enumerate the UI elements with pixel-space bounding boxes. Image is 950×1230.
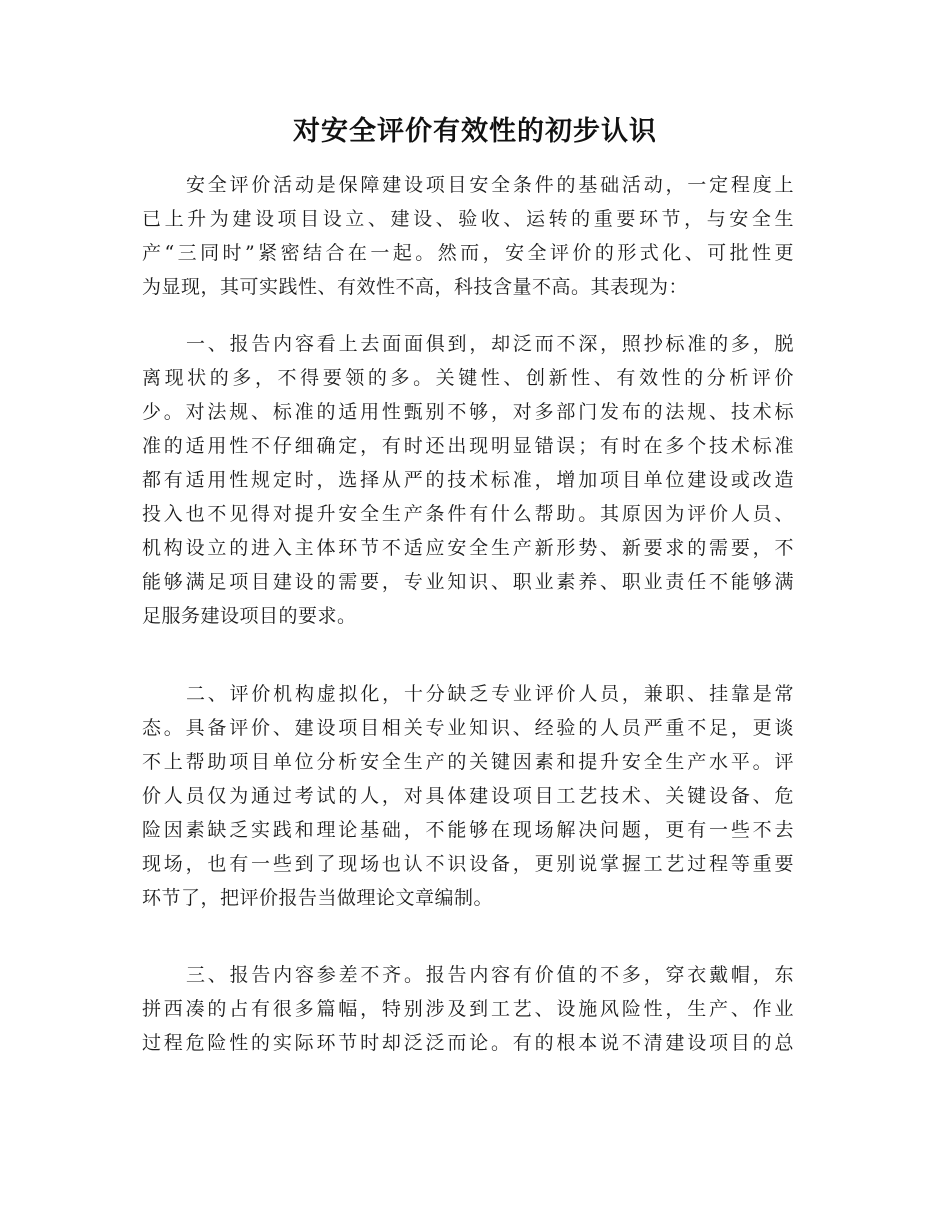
paragraph-line: 已上升为建设项目设立、建设、验收、运转的重要环节，与安全生 <box>142 208 794 230</box>
paragraph-intro <box>142 168 794 304</box>
paragraph-line: 环节了，把评价报告当做理论文章编制。 <box>142 887 494 909</box>
paragraph-line: 险因素缺乏实践和理论基础，不能够在现场解决问题，更有一些不去 <box>142 819 794 841</box>
paragraph-line: 二、评价机构虚拟化，十分缺乏专业评价人员，兼职、挂靠是常 <box>186 683 794 705</box>
paragraph-point-three <box>142 958 794 1060</box>
paragraph-line: 足服务建设项目的要求。 <box>142 605 357 627</box>
document-title: 对安全评价有效性的初步认识 <box>293 116 657 147</box>
paragraph-point-two <box>142 677 794 915</box>
paragraph-line: 机构设立的进入主体环节不适应安全生产新形势、新要求的需要，不 <box>142 537 794 559</box>
paragraph-line: 价人员仅为通过考试的人，对具体建设项目工艺技术、关键设备、危 <box>142 785 794 807</box>
paragraph-line: 不上帮助项目单位分析安全生产的关键因素和提升安全生产水平。评 <box>142 751 794 773</box>
paragraph-line: 产“三同时”紧密结合在一起。然而，安全评价的形式化、可批性更 <box>142 242 794 264</box>
paragraph-point-one <box>142 327 794 633</box>
paragraph-line: 拼西凑的占有很多篇幅，特别涉及到工艺、设施风险性，生产、作业 <box>142 998 794 1020</box>
paragraph-line: 投入也不见得对提升安全生产条件有什么帮助。其原因为评价人员、 <box>142 503 794 525</box>
paragraph-line: 态。具备评价、建设项目相关专业知识、经验的人员严重不足，更谈 <box>142 717 794 739</box>
paragraph-line: 过程危险性的实际环节时却泛泛而论。有的根本说不清建设项目的总 <box>142 1032 794 1054</box>
paragraph-line: 现场，也有一些到了现场也认不识设备，更别说掌握工艺过程等重要 <box>142 853 794 875</box>
paragraph-line: 能够满足项目建设的需要，专业知识、职业素养、职业责任不能够满 <box>142 571 794 593</box>
paragraph-line: 安全评价活动是保障建设项目安全条件的基础活动，一定程度上 <box>186 174 794 196</box>
paragraph-line: 三、报告内容参差不齐。报告内容有价值的不多，穿衣戴帽，东 <box>186 964 794 986</box>
paragraph-line: 都有适用性规定时，选择从严的技术标准，增加项目单位建设或改造 <box>142 469 794 491</box>
paragraph-line: 一、报告内容看上去面面俱到，却泛而不深，照抄标准的多，脱 <box>186 333 794 355</box>
paragraph-line: 离现状的多，不得要领的多。关键性、创新性、有效性的分析评价 <box>142 367 794 389</box>
paragraph-line: 准的适用性不仔细确定，有时还出现明显错误；有时在多个技术标准 <box>142 435 794 457</box>
paragraph-line: 为显现，其可实践性、有效性不高，科技含量不高。其表现为： <box>142 276 689 298</box>
paragraph-line: 少。对法规、标准的适用性甄别不够，对多部门发布的法规、技术标 <box>142 401 794 423</box>
